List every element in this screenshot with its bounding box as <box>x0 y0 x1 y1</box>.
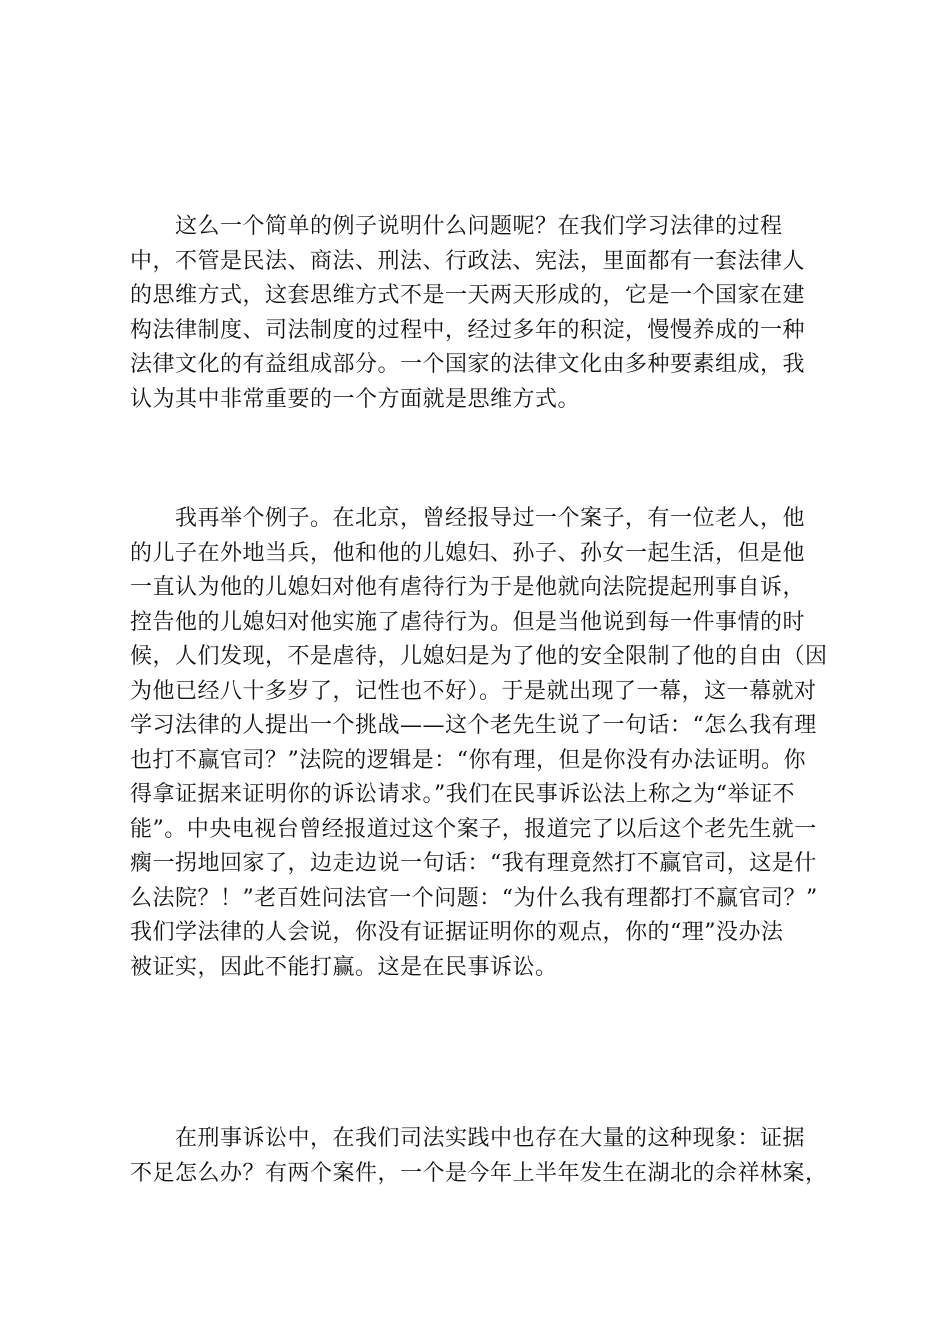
text-line: 也打不赢官司？”法院的逻辑是：“你有理，但是你没有办法证明。你 <box>130 747 806 773</box>
text-line: 认为其中非常重要的一个方面就是思维方式。 <box>130 386 581 412</box>
text-line: 为他已经八十多岁了，记性也不好）。于是就出现了一幕，这一幕就对 <box>130 678 817 704</box>
text-line: 不足怎么办？有两个案件，一个是今年上半年发生在湖北的佘祥林案， <box>130 1160 828 1186</box>
paragraph-2 <box>130 502 890 985</box>
paragraph-1 <box>130 210 890 417</box>
text-line: 在刑事诉讼中，在我们司法实践中也存在大量的这种现象：证据 <box>130 1126 806 1151</box>
text-line: 的儿子在外地当兵，他和他的儿媳妇、孙子、孙女一起生活，但是他 <box>130 540 806 566</box>
text-line: 能”。中央电视台曾经报道过这个案子，报道完了以后这个老先生就一 <box>130 816 817 842</box>
text-line: 候，人们发现，不是虐待，儿媳妇是为了他的安全限制了他的自由（因 <box>130 644 828 669</box>
text-line: 学习法律的人提出一个挑战——这个老先生说了一句话：“怎么我有理 <box>130 713 817 738</box>
text-line: 法律文化的有益组成部分。一个国家的法律文化由多种要素组成，我 <box>130 352 806 377</box>
paragraph-3 <box>130 1122 890 1191</box>
text-line: 一直认为他的儿媳妇对他有虐待行为于是他就向法院提起刑事自诉， <box>130 575 806 600</box>
text-line: 控告他的儿媳妇对他实施了虐待行为。但是当他说到每一件事情的时 <box>130 609 806 635</box>
text-line: 瘸一拐地回家了，边走边说一句话：“我有理竟然打不赢官司，这是什 <box>130 851 817 876</box>
text-line: 得拿证据来证明你的诉讼请求。”我们在民事诉讼法上称之为“举证不 <box>130 782 795 807</box>
text-line: 中，不管是民法、商法、刑法、行政法、宪法，里面都有一套法律人 <box>130 248 806 274</box>
text-line: 构法律制度、司法制度的过程中，经过多年的积淀，慢慢养成的一种 <box>130 317 806 343</box>
text-line: 我们学法律的人会说，你没有证据证明你的观点，你的“理”没办法 <box>130 920 784 945</box>
text-line: 被证实，因此不能打赢。这是在民事诉讼。 <box>130 954 558 980</box>
text-line: 我再举个例子。在北京，曾经报导过一个案子，有一位老人，他 <box>130 506 806 531</box>
text-line: 么法院？！”老百姓问法官一个问题：“为什么我有理都打不赢官司？” <box>130 885 818 911</box>
text-line: 的思维方式，这套思维方式不是一天两天形成的，它是一个国家在建 <box>130 283 806 308</box>
text-line: 这么一个简单的例子说明什么问题呢？在我们学习法律的过程 <box>130 214 783 239</box>
